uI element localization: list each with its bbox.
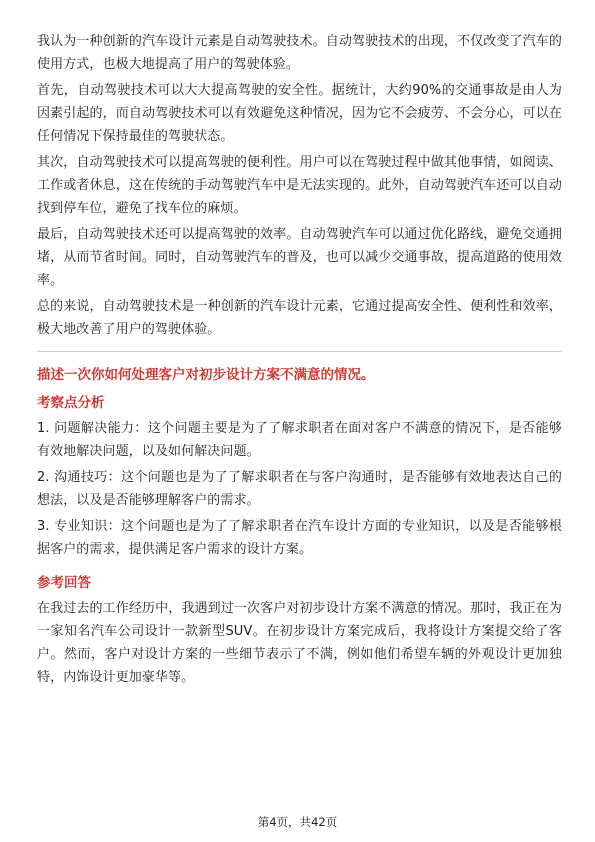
intro-paragraph-5: 总的来说，自动驾驶技术是一种创新的汽车设计元素，它通过提高安全性、便利性和效率，极大地改善了用户的驾驶体验。: [37, 299, 562, 337]
section-spacer: [37, 564, 562, 572]
page-content: [37, 30, 562, 692]
answer-title: 参考回答: [37, 575, 91, 591]
analysis-title: 考察点分析: [37, 395, 105, 411]
intro-paragraph-2: 首先，自动驾驶技术可以大大提高驾驶的安全性。据统计，大约90%的交通事故是由人为因素引起的，而自动驾驶技术可以有效避免这种情况，因为它不会疲劳、不会分心，可以在任何情况下保持最佳的驾驶状态。: [37, 83, 562, 144]
analysis-item-2: 2. 沟通技巧：这个问题也是为了了解求职者在与客户沟通时，是否能够有效地表达自己的想法，以及是否能够理解客户的需求。: [37, 470, 562, 508]
analysis-item-3: 3. 专业知识：这个问题也是为了了解求职者在汽车设计方面的专业知识，以及是否能够根据客户的需求，提供满足客户需求的设计方案。: [37, 519, 562, 557]
analysis-item-1: 1. 问题解决能力：这个问题主要是为了了解求职者在面对客户不满意的情况下，是否能够有效地解决问题，以及如何解决问题。: [37, 421, 562, 459]
section-divider: [37, 351, 562, 352]
intro-paragraph-3: 其次，自动驾驶技术可以提高驾驶的便利性。用户可以在驾驶过程中做其他事情，如阅读、工作或者休息，这在传统的手动驾驶汽车中是无法实现的。此外，自动驾驶汽车还可以自动找到停车位，避免了找车位的麻烦。: [37, 155, 562, 216]
page-number: 第4页，共42页: [257, 815, 338, 829]
answer-text: 在我过去的工作经历中，我遇到过一次客户对初步设计方案不满意的情况。那时，我正在为一家知名汽车公司设计一款新型SUV。在初步设计方案完成后，我将设计方案提交给了客户。然而，客户对设计方案的一些细节表示了不满，例如他们希望车辆的外观设计更加独特，内饰设计更加豪华等。: [37, 601, 562, 685]
question-heading: 描述一次你如何处理客户对初步设计方案不满意的情况。: [37, 367, 375, 383]
intro-paragraph-4: 最后，自动驾驶技术还可以提高驾驶的效率。自动驾驶汽车可以通过优化路线，避免交通拥堵，从而节省时间。同时，自动驾驶汽车的普及，也可以减少交通事故，提高道路的使用效率。: [37, 227, 562, 288]
intro-paragraph-1: 我认为一种创新的汽车设计元素是自动驾驶技术。自动驾驶技术的出现，不仅改变了汽车的使用方式，也极大地提高了用户的驾驶体验。: [37, 34, 562, 72]
